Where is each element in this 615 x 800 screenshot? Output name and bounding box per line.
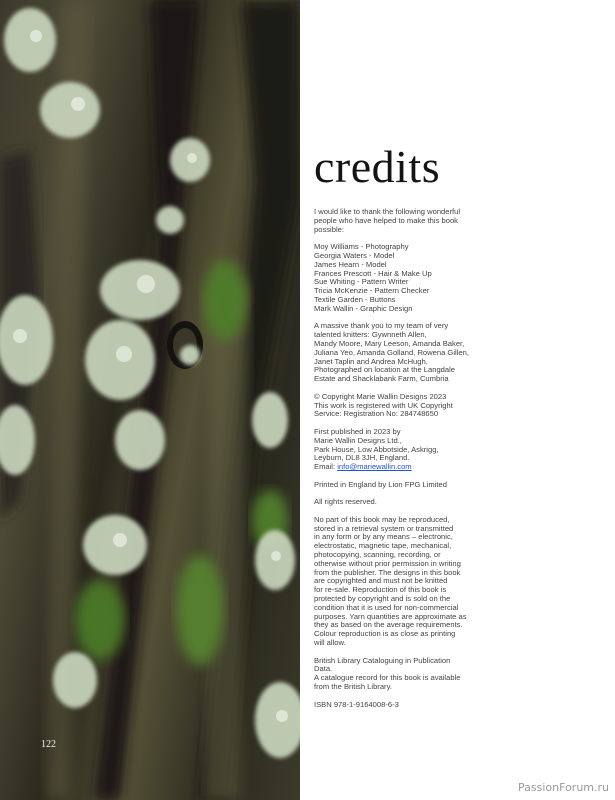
contributor-item: Frances Prescott - Hair & Make Up — [314, 268, 432, 278]
credits-column — [314, 140, 474, 718]
legal-line: will allow. — [314, 638, 346, 648]
email-link[interactable]: info@mariewallin.com — [337, 462, 412, 472]
legal-line: No part of this book may be reproduced, — [314, 514, 450, 524]
contributor-item: Tricia McKenzie - Pattern Checker — [314, 286, 430, 296]
legal-line: purposes. Yarn quantities are approximate as — [314, 611, 467, 621]
copyright-line: This work is registered with UK Copyright — [314, 400, 453, 410]
thanks-line: Mandy Moore, Mary Leeson, Amanda Baker, — [314, 338, 465, 348]
legal-line: from the publisher. The designs in this book — [314, 567, 461, 577]
printed-line: Printed in England by Lion FPG Limited — [314, 479, 447, 489]
library-line: A catalogue record for this book is available — [314, 673, 461, 683]
legal-line: electrostatic, magnetic tape, mechanical, — [314, 541, 452, 551]
contributor-item: Textile Garden - Buttons — [314, 294, 396, 304]
legal-line: they as based on the average requirements. — [314, 620, 463, 630]
legal-line: for re-sale. Reproduction of this book is — [314, 585, 447, 595]
email-label: Email: — [314, 462, 336, 472]
contributor-item: James Hearn - Model — [314, 259, 387, 269]
rights-paragraph — [314, 498, 474, 507]
legal-line: Colour reproduction is as close as printing — [314, 629, 456, 639]
contributors-list — [314, 243, 474, 313]
contributor-item: Moy Williams - Photography — [314, 242, 409, 252]
lichen-bark-photo — [0, 0, 300, 800]
thanks-line: talented knitters: Gywnneth Allen, — [314, 330, 427, 340]
photo-illustration — [0, 0, 300, 800]
page-number: 122 — [41, 739, 56, 750]
publisher-line: Marie Wallin Designs Ltd., — [314, 435, 402, 445]
thanks-paragraph — [314, 322, 474, 384]
intro-paragraph — [314, 208, 474, 234]
thanks-line: Estate and Shacklabank Farm, Cumbria — [314, 374, 449, 384]
library-paragraph — [314, 657, 474, 692]
thanks-line: Janet Taplin and Andrea McHugh. — [314, 356, 428, 366]
copyright-line: Service: Registration No: 284748650 — [314, 409, 439, 419]
watermark: PassionForum.ru — [518, 781, 609, 794]
legal-line: otherwise without prior permission in writing — [314, 558, 461, 568]
legal-line: are copyrighted and must not be knitted — [314, 576, 448, 586]
publisher-line: Park House, Low Abbotside, Askrigg, — [314, 444, 439, 454]
copyright-paragraph — [314, 393, 474, 419]
legal-paragraph — [314, 516, 474, 648]
publisher-line: First published in 2023 by — [314, 426, 401, 436]
legal-line: condition that it is used for non-commercial — [314, 602, 459, 612]
legal-line: photocopying, scanning, recording, or — [314, 550, 441, 560]
publisher-line: Leyburn, DL8 3JH, England. — [314, 453, 410, 463]
library-line: British Library Cataloguing in Publication — [314, 655, 451, 665]
intro-line: people who have helped to make this book — [314, 215, 458, 225]
page-title: credits — [314, 141, 441, 192]
intro-line: I would like to thank the following wonderful — [314, 207, 461, 216]
copyright-line: © Copyright Marie Wallin Designs 2023 — [314, 391, 447, 401]
library-line: Data. — [314, 664, 333, 674]
contributor-item: Mark Wallin - Graphic Design — [314, 303, 413, 313]
legal-line: in any form or by any means – electronic, — [314, 532, 453, 542]
legal-line: stored in a retrieval system or transmitted — [314, 523, 454, 533]
thanks-line: Photographed on location at the Langdale — [314, 365, 456, 375]
legal-line: protected by copyright and is sold on the — [314, 594, 451, 604]
printed-paragraph — [314, 481, 474, 490]
intro-line: possible: — [314, 224, 344, 234]
email-line — [314, 463, 474, 472]
rights-line: All rights reserved. — [314, 497, 377, 507]
isbn-paragraph — [314, 701, 474, 710]
publisher-paragraph — [314, 428, 474, 472]
contributor-item: Georgia Waters - Model — [314, 250, 395, 260]
library-line: from the British Library. — [314, 682, 392, 692]
thanks-line: A massive thank you to my team of very — [314, 321, 449, 331]
thanks-line: Juliana Yeo, Amanda Golland, Rowena Gillen, — [314, 347, 469, 357]
isbn-line: ISBN 978-1-9164008-6-3 — [314, 699, 399, 709]
contributor-item: Sue Whiting - Pattern Writer — [314, 277, 409, 287]
